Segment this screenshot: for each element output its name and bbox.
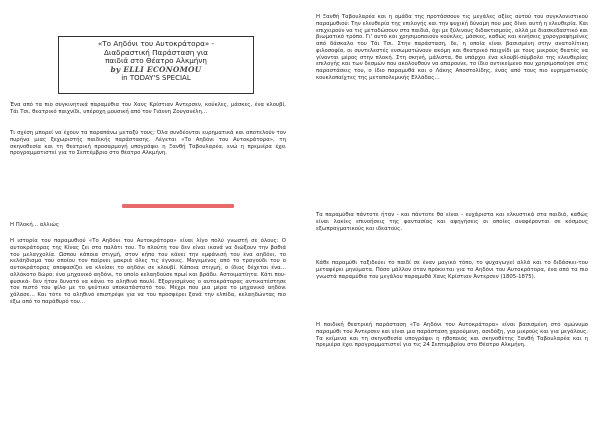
premiere-paragraph: Η παιδική θεατρική παράσταση «Το Αηδόνι του Αυτοκράτορα» είναι βασισμένη στο ομώνυμο παραμύθι του Άντερσεν και είναι μια παράσταση χαρούμενη, ασιδόξη, για μικρούς και για μεγάλους. Τα κείμενα και τη σκηνοθεσία υπογράφει η ηθοποιός και σκηνοθέτης Ξανθή Ταβουλαρέα και η πρεμιέρα έχει προγραμματιστεί για τις 24 Σεπτεμβρίου στο Θέατρο Αλκμήνη.: [316, 322, 588, 349]
context-paragraph: Τι σχέση μπορεί να έχουν τα παραπάνω μεταξύ τους; Όλα συνδέονται ευρηματικά και αποτελούν τον πυρήνα μιας ξεχωριστής παιδικής παράστασης. Λέγεται «Το Αηδόνι του Αυτοκράτορα», τη σκηνοθεσία και τη θεατρική προσαρμογή υπογράφει η Ξανθή Ταβουλαρέα, ενώ η πρεμιέρα έχει προγραμματιστεί για τo Σεπτέμβριο στο θέατρο Αλκμήνη.: [10, 130, 286, 157]
author-byline: by ELLI ECONOMOU: [110, 64, 202, 74]
journey-paragraph: Κάθε παραμύθι ταξιδεύει το παιδί σε έναν μαγικό τόπο, το ψυχαγωγεί αλλά και το διδάσκει-του μεταφέρει μηνύματα. Πόσο μάλλον όταν πρόκειται για το Αηδόνι του Αυτοκράτορα, ένα από τα πιο γνωστά παραμύθια του μεγάλου παραμυθά Χανς Κρίστιαν Άντερσεν (1805-1875).: [316, 260, 588, 280]
title-line-1: «Το Αηδόνι του Αυτοκράτορα» -: [97, 39, 215, 48]
title-line-3: παιδιά στο Θέατρο Αλκμήνη: [105, 56, 207, 66]
plot-paragraph: Η ιστορία του παραμυθιού «Το Αηδόνι του Αυτοκράτορα» είναι λίγο πολύ γνωστή σε όλους: Ο αυτοκράτορας της Κίνας ζει στο παλάτι του. Το πλούτη του δεν είναι ικανά να διώξουν την βαθιά του μελαγχολία. Ωσπου κάποια στιγμή, στον κήπο του κάνει την εμφάνισή του ένα αηδόνι, το κελάηδισμα του οποίου τον παίρνει μακριά όλες τις έγνοιες. Μαγεμένος από το τραγούδι του ο αυτοκράτορας αποφασίζει να κλείσει το αηδόνι σε κλουβί. Κάποια στιγμή, ο ίδιος δέχεται ένα… αλλόκοτο δώρο: ένα μηχανικό αηδόνι, το οποίο κελαηδούσε πρωί και βράδυ. Αστοιματίητα. Κάτι που-φυσικά- δεν ήταν δυνατό να κάνει το αληθινό πουλί. Εξοργισμένος ο αυτοκράτορας αντικατέστησε τον πιστό του φίλο με το ψεύτικο υποκατάστατό του. Μέχρι που μια μέρα το μηχανικό αηδόνι χάλασε… Και τότε το αληθινό επιστρέψε για να του προσφέρει ξανά την ελπίδα, κελαηδώντας πιο έξω από το παράθυρό του…: [10, 238, 286, 305]
section-label: in TODAY'S SPECIAL: [121, 74, 191, 83]
title-line-2: Διαδραστική Παράσταση για: [103, 47, 209, 57]
title-box: [58, 36, 254, 94]
values-paragraph: Η Ξανθή Ταβουλαρέα και η ομάδα της προτάσσουν τις μεγάλες αξίες αυτού του συγκλονιστικού παραμυθιού: Την ελευθερία της επιλογής και την ψυχική δύναμη που μας δίνει αυτή η ελευθερία. Και επιχειρούν να τις μεταδώσουν στα παιδιά, όχι με ξύλινους διδακτισμούς, αλλά με διασκεδαστικό και βιωματικό τρόπο. Γι' αυτό και χρησιμοποιούν κούκλες, μάσκες, καθώς και κινήσεις χορογραφημένες από δάσκαλο του Τάι Τσι. Στην παράσταση, δε, η οποία είναι βασισμένη στην ανατολίτικη φιλοσοφία, οι συντελεστές ενσωματώνουν ακόμη και θεατρικό παιχνίδι με τους μικρούς θεατές να γίνονται μέρος στην πλοκή. Στη σκηνή, μάλιστα, θα υπάρχει ένα κλουβί-σύμβολο της ελευθερίας επιλογής και των δεσμών που ακολουθούν να απαρουνε, το ίδιο αντικείμενο που χρησιμοποίησε στις παραστάσεις του, ο ίδιο παραμυθά και ο Λάκης Αποστολίδης, ένας από τους πιο ευρηματικούς κουκλοπαίχτες της μεταπολεμικής Ελλάδας…: [316, 14, 588, 81]
fairytale-paragraph: Τα παραμύθια πάντοτε ήταν - και πάντοτε θα είναι - ευχάριστα και ελκυστικά στα παιδιά, καθώς είναι λακίες επινοήσεις της φαντασίας και αφηγήσεις οι οποίες αναφέρονται σε κόσμους εξωπραγματικούς και ιδεατούς.: [316, 212, 588, 232]
intro-paragraph: Ένα από τα πιο συγκινητικά παραμύθια του Χανς Κρίστιαν Άντερσεν, κούκλες, μάσκες, ένα κλουβί, Τάι Τσι, θεατρικό παιχνίδι, υπέροχη μουσική από τον Γιάννη Ζουγανέλη…: [10, 102, 286, 115]
accent-divider: [122, 204, 234, 208]
section-heading: Η Πλοκή… αλλιώς: [10, 222, 60, 228]
